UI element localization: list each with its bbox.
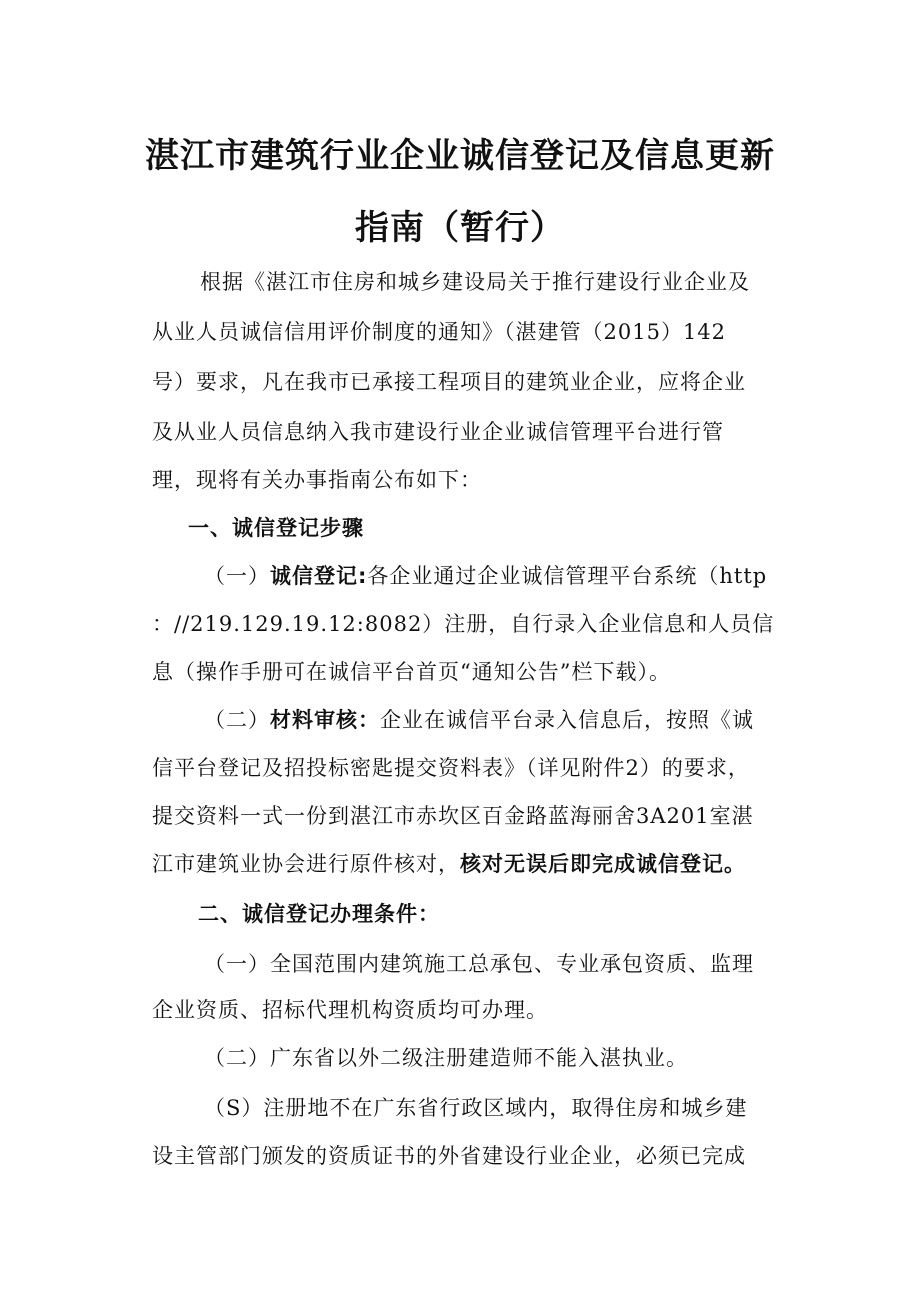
intro-line-2: 从业人员诚信信用评价制度的通知》（湛建管（2015）142 xyxy=(152,320,727,344)
s1-item2-line3: 提交资料一式一份到湛江市赤坎区百金路蓝海丽舍3A201室湛 xyxy=(152,804,754,828)
section2-heading: 二、诚信登记办理条件： xyxy=(198,902,440,926)
s1-item2-prefix: （二） xyxy=(204,708,270,732)
document-title-line1: 湛江市建筑行业企业诚信登记及信息更新 xyxy=(145,136,775,176)
s2-item3-line1: （S）注册地不在广东省行政区域内，取得住房和城乡建 xyxy=(204,1096,748,1120)
intro-line-5: 理，现将有关办事指南公布如下： xyxy=(152,468,482,492)
s1-item2-line2: 信平台登记及招投标密匙提交资料表》（详见附件2）的要求， xyxy=(152,756,750,780)
s1-item2-line4-text: 江市建筑业协会进行原件核对， xyxy=(152,852,460,876)
s1-item2-line1 xyxy=(204,706,754,734)
s2-item3-line2: 设主管部门颁发的资质证书的外省建设行业企业，必须已完成 xyxy=(152,1144,746,1168)
document-title-line2: 指南（暂行） xyxy=(355,208,565,248)
s1-item1-prefix: （一） xyxy=(204,564,270,588)
s1-item1-line1 xyxy=(204,562,767,590)
intro-line-3: 号）要求，凡在我市已承接工程项目的建筑业企业，应将企业 xyxy=(152,370,746,394)
section1-heading: 一、诚信登记步骤 xyxy=(188,516,364,540)
s1-item2-line4 xyxy=(152,850,746,878)
s1-item1-text: 各企业通过企业诚信管理平台系统（http xyxy=(367,564,768,588)
s2-item1-line1: （一）全国范围内建筑施工总承包、专业承包资质、监理 xyxy=(204,952,754,976)
intro-line-1: 根据《湛江市住房和城乡建设局关于推行建设行业企业及 xyxy=(200,270,750,294)
s2-item2-line1: （二）广东省以外二级注册建造师不能入湛执业。 xyxy=(204,1046,688,1070)
s1-item1-line2: ：//219.129.19.12:8082）注册，自行录入企业信息和人员信 xyxy=(152,612,775,636)
s1-item2-text: 企业在诚信平台录入信息后，按照《诚 xyxy=(380,708,754,732)
s2-item1-line2: 企业资质、招标代理机构资质均可办理。 xyxy=(152,998,548,1022)
s1-item2-line4-emphasis: 核对无误后即完成诚信登记。 xyxy=(460,852,746,876)
s1-item1-line3: 息（操作手册可在诚信平台首页“通知公告”栏下载）。 xyxy=(152,660,671,684)
s1-item2-label: 材料审核： xyxy=(270,708,380,732)
intro-line-4: 及从业人员信息纳入我市建设行业企业诚信管理平台进行管 xyxy=(152,420,724,444)
s1-item1-label: 诚信登记: xyxy=(270,564,368,588)
